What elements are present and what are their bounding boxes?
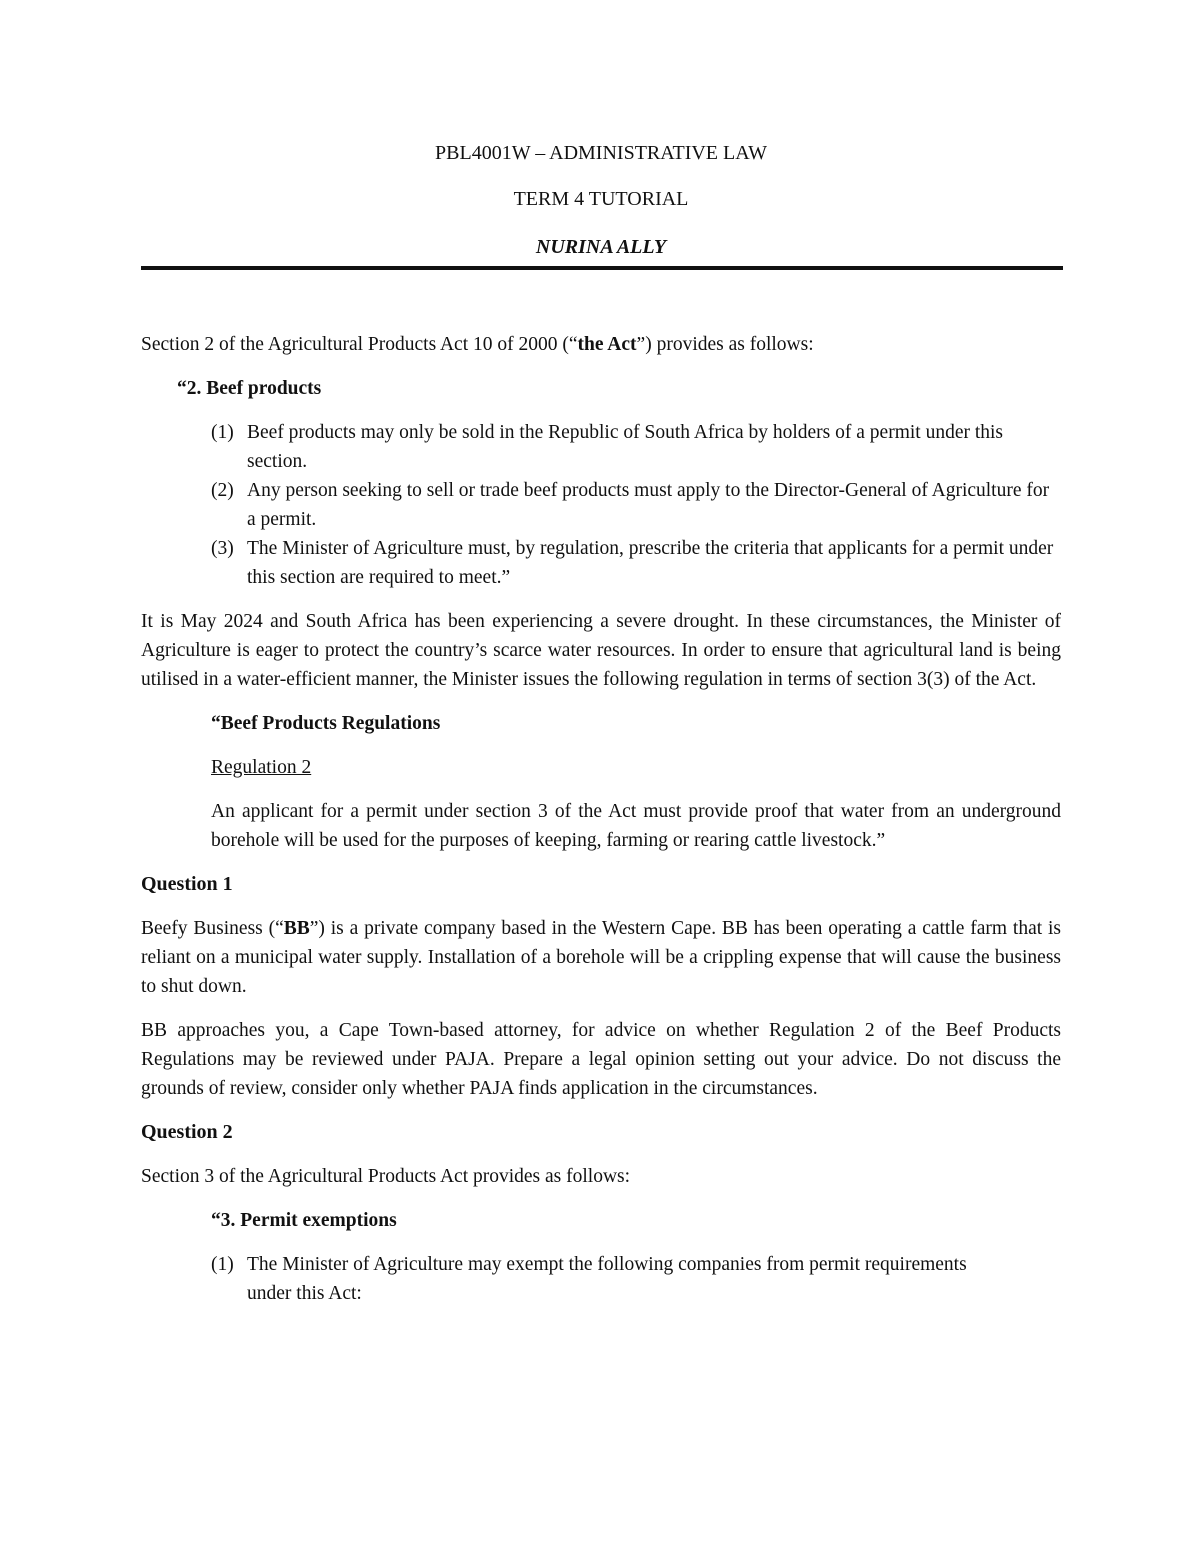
question1-paragraph-2: BB approaches you, a Cape Town-based attorney, for advice on whether Regulation 2 of the Beef Products Regulations may be reviewed under PAJA. Prepare a legal opinion setting out your advice. Do not discuss the grounds of review, consider only whether PAJA finds application in the circumstances. [141,1020,1061,1099]
item-number: (2) [211,480,234,501]
document-page [141,138,1061,1308]
intro-text-before: Section 2 of the Agricultural Products Act 10 of 2000 (“ [141,334,578,355]
section2-item [211,476,1061,534]
section3-list [211,1250,1061,1308]
section2-heading: “2. Beef products [177,378,322,399]
term-title: TERM 4 TUTORIAL [513,188,689,210]
item-number: (1) [211,1254,234,1275]
section2-item [211,534,1061,592]
section3-item [211,1250,1061,1308]
item-text: The Minister of Agriculture must, by regulation, prescribe the criteria that applicants for a permit under this section are required to meet.” [247,538,1054,588]
q1-text-before: Beefy Business (“ [141,918,284,939]
intro-text-after: ”) provides as follows: [636,334,814,355]
course-title: PBL4001W – ADMINISTRATIVE LAW [435,142,767,164]
header-divider [141,266,1063,270]
section3-heading: “3. Permit exemptions [211,1210,397,1231]
question1-paragraph-1 [141,914,1061,1001]
item-number: (3) [211,538,234,559]
context-paragraph: It is May 2024 and South Africa has been experiencing a severe drought. In these circumstances, the Minister of Agriculture is eager to protect the country’s scarce water resources. In order to ensure that agricultural land is being utilised in a water-efficient manner, the Minister issues the following regulation in terms of section 3(3) of the Act. [141,611,1061,690]
q1-text-after: ”) is a private company based in the Western Cape. BB has been operating a cattle farm that is reliant on a municipal water supply. Installation of a borehole will be a crippling expense that will cause the business to shut down. [141,918,1061,997]
item-text: Any person seeking to sell or trade beef products must apply to the Director-General of Agriculture for a permit. [247,480,1050,530]
question2-heading: Question 2 [141,1121,233,1143]
question2-intro: Section 3 of the Agricultural Products Act provides as follows: [141,1166,631,1187]
q1-defined-term: BB [283,918,310,939]
section2-list [211,418,1061,592]
item-number: (1) [211,422,234,443]
item-text: The Minister of Agriculture may exempt the following companies from permit requirements under this Act: [247,1254,967,1304]
question1-heading: Question 1 [141,873,233,895]
regulation-text: An applicant for a permit under section 3 of the Act must provide proof that water from an underground borehole will be used for the purposes of keeping, farming or rearing cattle livestock.” [211,801,1061,851]
intro-defined-term: the Act [577,334,637,355]
item-text: Beef products may only be sold in the Republic of South Africa by holders of a permit under this section. [247,422,1004,472]
section2-item [211,418,1061,476]
regulation-subheading: Regulation 2 [211,757,312,778]
intro-paragraph [141,330,1061,359]
author-name: NURINA ALLY [535,236,667,258]
regulations-heading: “Beef Products Regulations [211,713,441,734]
